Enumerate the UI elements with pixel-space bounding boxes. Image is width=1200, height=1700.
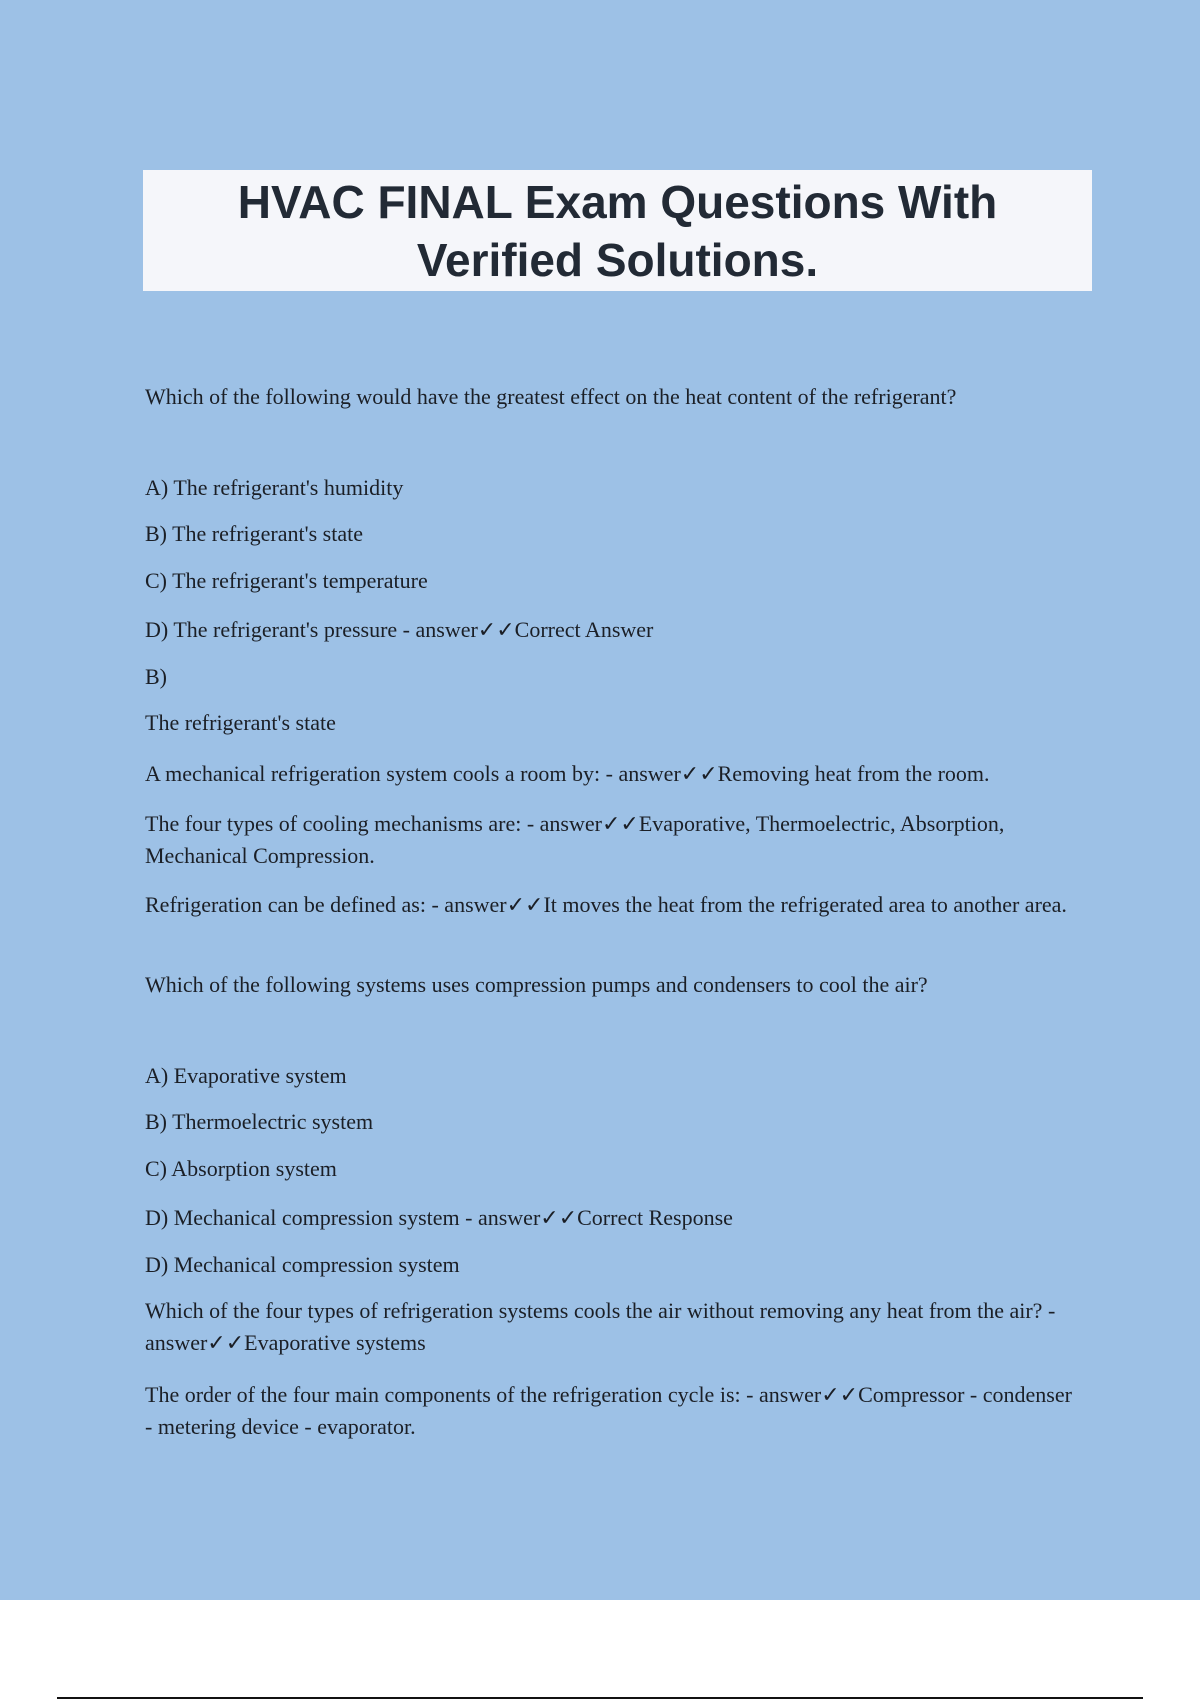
q1-question: Which of the following would have the greatest effect on the heat content of the refrigerant? — [145, 384, 957, 409]
q1-answer-letter: B) — [145, 664, 167, 689]
q5-answer-text: D) Mechanical compression system — [145, 1252, 460, 1277]
q3-text: The four types of cooling mechanisms are: - answer✓✓Evaporative, Thermoelectric, Absorption, Mechanical Compression. — [145, 811, 1005, 868]
q2-text: A mechanical refrigeration system cools a room by: - answer✓✓Removing heat from the room. — [145, 761, 990, 786]
q5-option-d: D) Mechanical compression system - answer✓✓Correct Response — [145, 1205, 733, 1230]
q5-option-b: B) Thermoelectric system — [145, 1109, 374, 1134]
title-banner — [143, 170, 1092, 291]
q7-text: The order of the four main components of the refrigeration cycle is: - answer✓✓Compressor - condenser - metering device - evaporator. — [145, 1382, 1072, 1439]
q1-answer-text: The refrigerant's state — [145, 710, 336, 735]
q6-text: Which of the four types of refrigeration systems cools the air without removing any heat from the air? - answer✓✓Evaporative systems — [145, 1298, 1056, 1355]
q1-option-c: C) The refrigerant's temperature — [145, 568, 428, 593]
q1-option-a: A) The refrigerant's humidity — [145, 475, 404, 500]
q4-text: Refrigeration can be defined as: - answer✓✓It moves the heat from the refrigerated area to another area. — [145, 892, 1067, 917]
q5-option-a: A) Evaporative system — [145, 1063, 347, 1088]
page-title-line-1: HVAC FINAL Exam Questions With — [237, 175, 998, 228]
q5-option-c: C) Absorption system — [145, 1156, 337, 1181]
q5-question: Which of the following systems uses compression pumps and condensers to cool the air? — [145, 972, 928, 997]
footer-divider — [57, 1697, 1143, 1699]
q1-option-d: D) The refrigerant's pressure - answer✓✓Correct Answer — [145, 617, 654, 642]
page-title-line-2: Verified Solutions. — [416, 233, 819, 286]
q1-option-b: B) The refrigerant's state — [145, 521, 363, 546]
